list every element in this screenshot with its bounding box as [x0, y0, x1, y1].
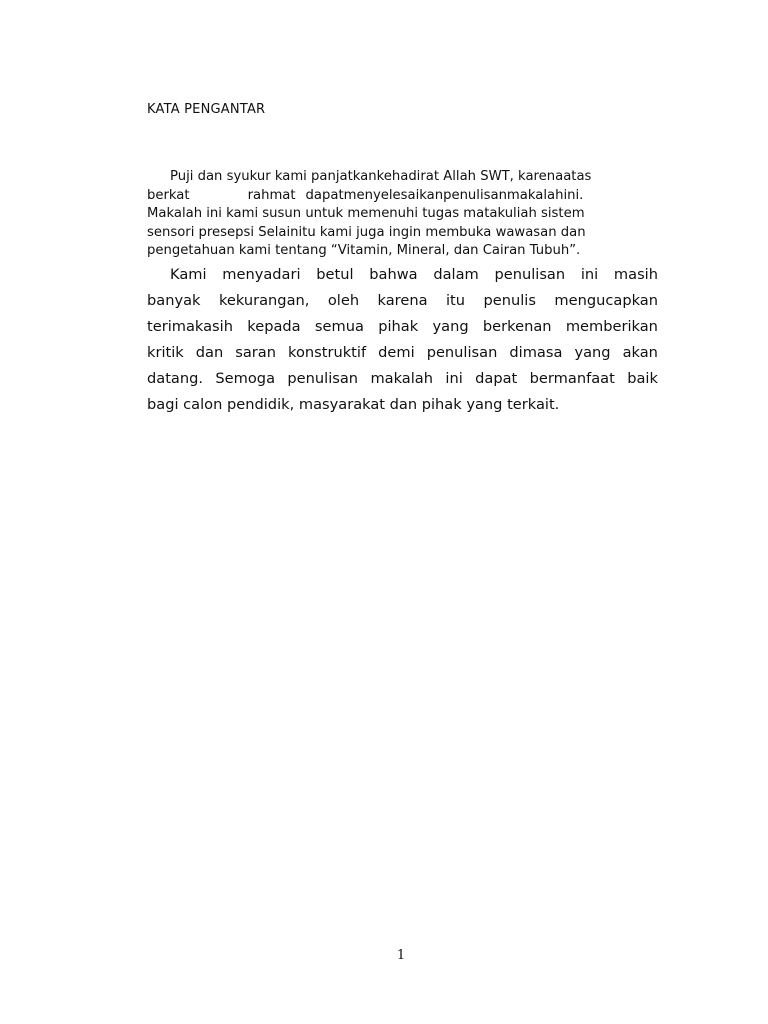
paragraph-word: penulis	[483, 292, 536, 309]
paragraph-line: Makalah ini kami susun untuk memenuhi tugas matakuliah sistem	[147, 206, 585, 221]
paragraph-line	[147, 262, 658, 288]
paragraph-line	[147, 366, 658, 392]
paragraph-word: mengucapkan	[554, 292, 658, 309]
paragraph-word: betul	[316, 266, 354, 283]
paragraph-acknowledgement	[147, 262, 658, 418]
paragraph-word: kekurangan,	[218, 292, 310, 309]
paragraph-word: rahmat	[247, 187, 296, 203]
paragraph-word: dan	[195, 344, 224, 361]
paragraph-word: itu	[445, 292, 466, 309]
paragraph-line: pengetahuan kami tentang “Vitamin, Mineral, dan Cairan Tubuh”.	[147, 243, 581, 258]
paragraph-word: berkenan	[482, 318, 552, 335]
paragraph-word: kepada	[247, 318, 301, 335]
paragraph-line	[147, 314, 658, 340]
paragraph-word: bermanfaat	[529, 370, 615, 387]
paragraph-word: kritik	[147, 344, 184, 361]
paragraph-word: berkat	[147, 187, 190, 203]
paragraph-word: akan	[622, 344, 658, 361]
paragraph-line	[147, 187, 637, 206]
paragraph-word: semua	[314, 318, 364, 335]
paragraph-word: karena	[377, 292, 428, 309]
paragraph-word: terimakasih	[147, 318, 233, 335]
paragraph-line: sensori presepsi Selainitu kami juga ingin membuka wawasan dan	[147, 224, 586, 240]
paragraph-word: makalah	[370, 370, 433, 387]
page-title: KATA PENGANTAR	[147, 102, 266, 117]
page-number: 1	[396, 948, 406, 963]
paragraph-intro	[147, 168, 637, 261]
paragraph-line	[147, 288, 658, 314]
paragraph-word: oleh	[327, 292, 360, 309]
paragraph-word: dapat	[475, 370, 518, 387]
paragraph-word: penulisan	[494, 266, 566, 283]
paragraph-line	[147, 340, 658, 366]
paragraph-word: konstruktif	[288, 344, 367, 361]
paragraph-word: dapatmenyelesaikanpenulisanmakalahini.	[305, 187, 584, 203]
paragraph-word: ini	[445, 370, 463, 387]
paragraph-word: baik	[627, 370, 658, 387]
paragraph-word: yang	[432, 318, 469, 335]
paragraph-word: penulisan	[426, 344, 498, 361]
paragraph-word: ini	[580, 266, 599, 283]
paragraph-word: masih	[613, 266, 658, 283]
paragraph-word: Semoga	[215, 370, 276, 387]
paragraph-word: banyak	[147, 292, 201, 309]
paragraph-word: bahwa	[369, 266, 418, 283]
paragraph-word: menyadari	[222, 266, 301, 283]
paragraph-word: saran	[235, 344, 277, 361]
paragraph-word: dimasa	[509, 344, 563, 361]
paragraph-word: dalam	[433, 266, 479, 283]
paragraph-word: Kami	[170, 266, 207, 283]
paragraph-word: memberikan	[565, 318, 658, 335]
paragraph-word: datang.	[147, 370, 204, 387]
paragraph-word: yang	[574, 344, 611, 361]
paragraph-word: demi	[378, 344, 415, 361]
paragraph-line: bagi calon pendidik, masyarakat dan pihak yang terkait.	[147, 396, 560, 413]
paragraph-word: pihak	[378, 318, 419, 335]
paragraph-word: penulisan	[287, 370, 359, 387]
paragraph-line: Puji dan syukur kami panjatkankehadirat Allah SWT, karenaatas	[170, 169, 592, 184]
